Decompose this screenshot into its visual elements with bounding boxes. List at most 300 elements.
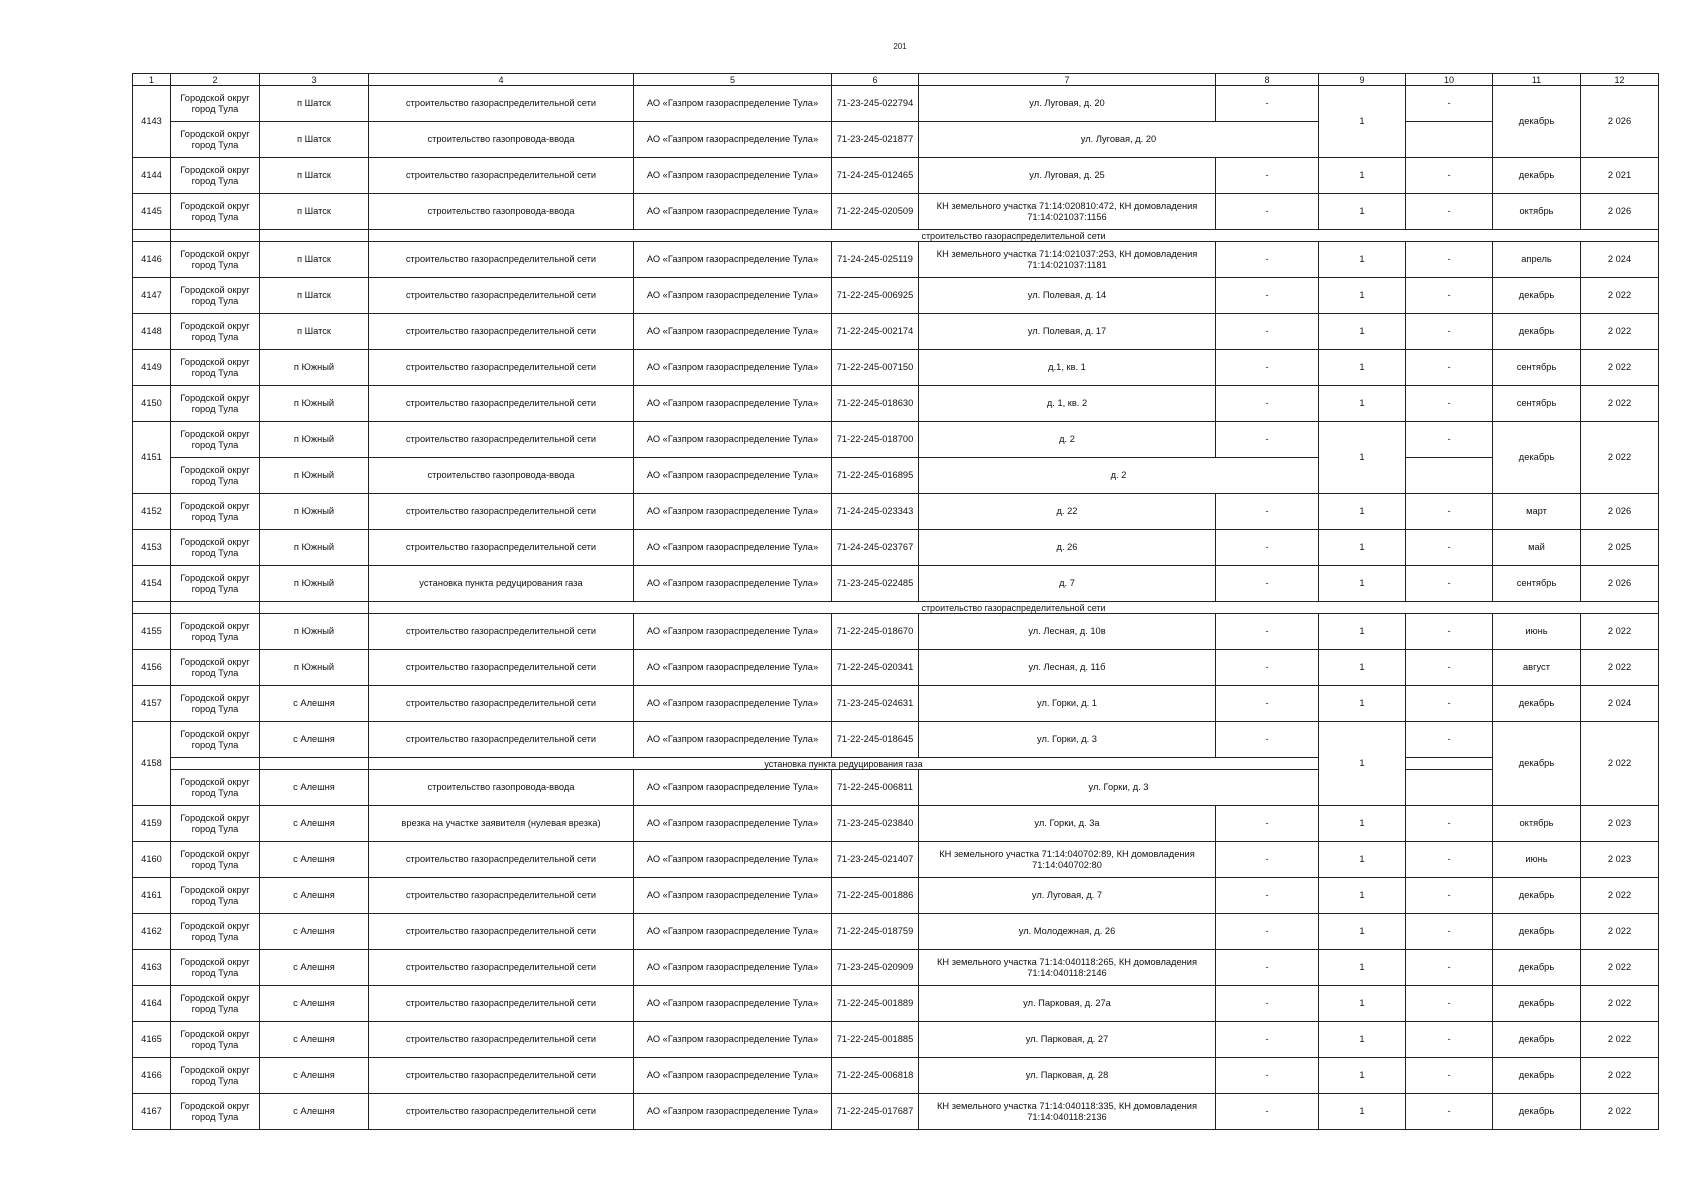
header-cell: 9 bbox=[1319, 74, 1406, 86]
address-cell: КН земельного участка 71:14:040118:265, КН домовладения 71:14:040118:2146 bbox=[919, 950, 1216, 986]
work-type-cell: строительство газораспределительной сети bbox=[369, 842, 634, 878]
company-cell: АО «Газпром газораспределение Тула» bbox=[634, 1094, 832, 1130]
col8-cell: - bbox=[1216, 650, 1319, 686]
work-type-cell: строительство газораспределительной сети bbox=[369, 722, 634, 758]
work-type-cell: строительство газораспределительной сети bbox=[369, 530, 634, 566]
header-cell: 6 bbox=[832, 74, 919, 86]
spill-cell bbox=[260, 230, 369, 242]
spill-over-row bbox=[133, 230, 1659, 242]
table-row bbox=[133, 1094, 1659, 1130]
row-number: 4145 bbox=[133, 194, 171, 230]
table-row bbox=[133, 722, 1659, 758]
month-cell: июнь bbox=[1493, 842, 1581, 878]
col10-cell: - bbox=[1406, 278, 1493, 314]
count-cell: 1 bbox=[1319, 422, 1406, 494]
work-type-cell: строительство газораспределительной сети bbox=[369, 1022, 634, 1058]
month-cell: сентябрь bbox=[1493, 350, 1581, 386]
locality-cell: с Алешня bbox=[260, 986, 369, 1022]
company-cell: АО «Газпром газораспределение Тула» bbox=[634, 278, 832, 314]
row-number: 4150 bbox=[133, 386, 171, 422]
col10-cell: - bbox=[1406, 1022, 1493, 1058]
month-cell: декабрь bbox=[1493, 278, 1581, 314]
count-cell: 1 bbox=[1319, 278, 1406, 314]
col10-cell: - bbox=[1406, 386, 1493, 422]
locality-cell: с Алешня bbox=[260, 770, 369, 806]
application-id-cell: 71-22-245-001889 bbox=[832, 986, 919, 1022]
address-cell: ул. Горки, д. 3а bbox=[919, 806, 1216, 842]
col8-cell: - bbox=[1216, 194, 1319, 230]
col10-cell: - bbox=[1406, 686, 1493, 722]
application-id-cell: 71-23-245-022794 bbox=[832, 86, 919, 122]
application-id-cell: 71-22-245-018645 bbox=[832, 722, 919, 758]
col8-cell: - bbox=[1216, 350, 1319, 386]
header-cell: 8 bbox=[1216, 74, 1319, 86]
table-row bbox=[133, 158, 1659, 194]
month-cell: декабрь bbox=[1493, 86, 1581, 158]
locality-cell: п Южный bbox=[260, 566, 369, 602]
row-number: 4163 bbox=[133, 950, 171, 986]
col8-cell: - bbox=[1216, 278, 1319, 314]
count-cell: 1 bbox=[1319, 1094, 1406, 1130]
col10-cell: - bbox=[1406, 194, 1493, 230]
count-cell: 1 bbox=[1319, 242, 1406, 278]
company-cell: АО «Газпром газораспределение Тула» bbox=[634, 878, 832, 914]
address-cell: д. 26 bbox=[919, 530, 1216, 566]
count-cell: 1 bbox=[1319, 986, 1406, 1022]
work-type-cell: строительство газораспределительной сети bbox=[369, 986, 634, 1022]
locality-cell: п Южный bbox=[260, 386, 369, 422]
company-cell: АО «Газпром газораспределение Тула» bbox=[634, 1058, 832, 1094]
work-type-cell: строительство газопровода-ввода bbox=[369, 458, 634, 494]
address-cell: ул. Горки, д. 1 bbox=[919, 686, 1216, 722]
district-cell: Городской округ город Тула bbox=[171, 878, 260, 914]
year-cell: 2 026 bbox=[1581, 86, 1659, 158]
month-cell: сентябрь bbox=[1493, 566, 1581, 602]
work-type-cell: строительство газораспределительной сети bbox=[369, 614, 634, 650]
month-cell: декабрь bbox=[1493, 878, 1581, 914]
row-number: 4158 bbox=[133, 722, 171, 806]
table-row bbox=[133, 1058, 1659, 1094]
company-cell: АО «Газпром газораспределение Тула» bbox=[634, 806, 832, 842]
district-cell: Городской округ город Тула bbox=[171, 614, 260, 650]
spill-over-text: установка пункта редуцирования газа bbox=[369, 758, 1319, 770]
header-cell: 3 bbox=[260, 74, 369, 86]
year-cell: 2 022 bbox=[1581, 914, 1659, 950]
company-cell: АО «Газпром газораспределение Тула» bbox=[634, 122, 832, 158]
col8-cell: - bbox=[1216, 494, 1319, 530]
col8-cell: - bbox=[1216, 986, 1319, 1022]
company-cell: АО «Газпром газораспределение Тула» bbox=[634, 566, 832, 602]
count-cell: 1 bbox=[1319, 950, 1406, 986]
locality-cell: с Алешня bbox=[260, 806, 369, 842]
row-number: 4164 bbox=[133, 986, 171, 1022]
month-cell: июнь bbox=[1493, 614, 1581, 650]
year-cell: 2 025 bbox=[1581, 530, 1659, 566]
col10-cell: - bbox=[1406, 158, 1493, 194]
spill-cell bbox=[171, 758, 260, 770]
district-cell: Городской округ город Тула bbox=[171, 458, 260, 494]
application-id-cell: 71-22-245-018759 bbox=[832, 914, 919, 950]
month-cell: декабрь bbox=[1493, 986, 1581, 1022]
count-cell: 1 bbox=[1319, 86, 1406, 158]
col10-cell bbox=[1406, 458, 1493, 494]
col10-cell: - bbox=[1406, 314, 1493, 350]
work-type-cell: строительство газопровода-ввода bbox=[369, 122, 634, 158]
work-type-cell: строительство газораспределительной сети bbox=[369, 494, 634, 530]
row-number: 4166 bbox=[133, 1058, 171, 1094]
count-cell: 1 bbox=[1319, 686, 1406, 722]
count-cell: 1 bbox=[1319, 386, 1406, 422]
work-type-cell: строительство газораспределительной сети bbox=[369, 686, 634, 722]
locality-cell: п Южный bbox=[260, 530, 369, 566]
table-row bbox=[133, 914, 1659, 950]
application-id-cell: 71-22-245-006925 bbox=[832, 278, 919, 314]
district-cell: Городской округ город Тула bbox=[171, 530, 260, 566]
table-row bbox=[133, 314, 1659, 350]
company-cell: АО «Газпром газораспределение Тула» bbox=[634, 314, 832, 350]
col8-cell: - bbox=[1216, 386, 1319, 422]
year-cell: 2 022 bbox=[1581, 386, 1659, 422]
district-cell: Городской округ город Тула bbox=[171, 566, 260, 602]
row-number: 4159 bbox=[133, 806, 171, 842]
table-row bbox=[133, 530, 1659, 566]
application-id-cell: 71-22-245-018630 bbox=[832, 386, 919, 422]
col10-cell: - bbox=[1406, 86, 1493, 122]
month-cell: декабрь bbox=[1493, 314, 1581, 350]
locality-cell: п Шатск bbox=[260, 86, 369, 122]
month-cell: декабрь bbox=[1493, 722, 1581, 806]
district-cell: Городской округ город Тула bbox=[171, 194, 260, 230]
locality-cell: с Алешня bbox=[260, 1022, 369, 1058]
district-cell: Городской округ город Тула bbox=[171, 158, 260, 194]
col8-cell: - bbox=[1216, 842, 1319, 878]
locality-cell: с Алешня bbox=[260, 1094, 369, 1130]
year-cell: 2 022 bbox=[1581, 986, 1659, 1022]
table-row bbox=[133, 614, 1659, 650]
district-cell: Городской округ город Тула bbox=[171, 1058, 260, 1094]
address-cell: ул. Лесная, д. 11б bbox=[919, 650, 1216, 686]
address-cell: ул. Парковая, д. 28 bbox=[919, 1058, 1216, 1094]
month-cell: декабрь bbox=[1493, 1022, 1581, 1058]
year-cell: 2 021 bbox=[1581, 158, 1659, 194]
month-cell: апрель bbox=[1493, 242, 1581, 278]
count-cell: 1 bbox=[1319, 650, 1406, 686]
col10-cell bbox=[1406, 122, 1493, 158]
col8-cell: - bbox=[1216, 242, 1319, 278]
row-number: 4152 bbox=[133, 494, 171, 530]
col10-cell bbox=[1406, 770, 1493, 806]
row-number: 4155 bbox=[133, 614, 171, 650]
spill-cell bbox=[171, 602, 260, 614]
col8-cell: - bbox=[1216, 1094, 1319, 1130]
count-cell: 1 bbox=[1319, 158, 1406, 194]
col10-cell: - bbox=[1406, 986, 1493, 1022]
col8-cell: - bbox=[1216, 950, 1319, 986]
col8-cell: - bbox=[1216, 566, 1319, 602]
count-cell: 1 bbox=[1319, 566, 1406, 602]
address-cell: ул. Луговая, д. 20 bbox=[919, 122, 1319, 158]
count-cell: 1 bbox=[1319, 1058, 1406, 1094]
work-type-cell: строительство газораспределительной сети bbox=[369, 86, 634, 122]
address-cell: КН земельного участка 71:14:020810:472, КН домовладения 71:14:021037:1156 bbox=[919, 194, 1216, 230]
company-cell: АО «Газпром газораспределение Тула» bbox=[634, 494, 832, 530]
address-cell: ул. Луговая, д. 7 bbox=[919, 878, 1216, 914]
locality-cell: п Южный bbox=[260, 458, 369, 494]
application-id-cell: 71-23-245-021877 bbox=[832, 122, 919, 158]
header-cell: 1 bbox=[133, 74, 171, 86]
col8-cell: - bbox=[1216, 722, 1319, 758]
row-number: 4144 bbox=[133, 158, 171, 194]
col10-cell: - bbox=[1406, 722, 1493, 758]
application-id-cell: 71-22-245-018670 bbox=[832, 614, 919, 650]
col8-cell: - bbox=[1216, 806, 1319, 842]
col10-cell: - bbox=[1406, 878, 1493, 914]
column-number-header-row bbox=[133, 74, 1659, 86]
table-row bbox=[133, 458, 1659, 494]
col8-cell: - bbox=[1216, 686, 1319, 722]
row-number: 4148 bbox=[133, 314, 171, 350]
company-cell: АО «Газпром газораспределение Тула» bbox=[634, 650, 832, 686]
col10-cell: - bbox=[1406, 1058, 1493, 1094]
col10-cell: - bbox=[1406, 950, 1493, 986]
col10-cell: - bbox=[1406, 914, 1493, 950]
locality-cell: п Южный bbox=[260, 614, 369, 650]
spill-cell bbox=[133, 602, 171, 614]
company-cell: АО «Газпром газораспределение Тула» bbox=[634, 158, 832, 194]
company-cell: АО «Газпром газораспределение Тула» bbox=[634, 1022, 832, 1058]
work-type-cell: врезка на участке заявителя (нулевая врезка) bbox=[369, 806, 634, 842]
month-cell: май bbox=[1493, 530, 1581, 566]
table-row bbox=[133, 1022, 1659, 1058]
month-cell: декабрь bbox=[1493, 950, 1581, 986]
address-cell: ул. Луговая, д. 20 bbox=[919, 86, 1216, 122]
month-cell: октябрь bbox=[1493, 194, 1581, 230]
district-cell: Городской округ город Тула bbox=[171, 770, 260, 806]
company-cell: АО «Газпром газораспределение Тула» bbox=[634, 614, 832, 650]
work-type-cell: строительство газораспределительной сети bbox=[369, 350, 634, 386]
year-cell: 2 022 bbox=[1581, 950, 1659, 986]
locality-cell: п Шатск bbox=[260, 242, 369, 278]
month-cell: август bbox=[1493, 650, 1581, 686]
address-cell: КН земельного участка 71:14:040118:335, КН домовладения 71:14:040118:2136 bbox=[919, 1094, 1216, 1130]
col10-cell: - bbox=[1406, 422, 1493, 458]
col8-cell: - bbox=[1216, 614, 1319, 650]
table-row bbox=[133, 878, 1659, 914]
header-cell: 2 bbox=[171, 74, 260, 86]
spill-over-text: строительство газораспределительной сети bbox=[369, 602, 1659, 614]
count-cell: 1 bbox=[1319, 350, 1406, 386]
table-row bbox=[133, 278, 1659, 314]
company-cell: АО «Газпром газораспределение Тула» bbox=[634, 422, 832, 458]
col10-cell: - bbox=[1406, 614, 1493, 650]
count-cell: 1 bbox=[1319, 806, 1406, 842]
table-row bbox=[133, 566, 1659, 602]
year-cell: 2 026 bbox=[1581, 566, 1659, 602]
address-cell: ул. Молодежная, д. 26 bbox=[919, 914, 1216, 950]
row-number: 4162 bbox=[133, 914, 171, 950]
application-id-cell: 71-24-245-023343 bbox=[832, 494, 919, 530]
district-cell: Городской округ город Тула bbox=[171, 842, 260, 878]
month-cell: октябрь bbox=[1493, 806, 1581, 842]
work-type-cell: строительство газораспределительной сети bbox=[369, 242, 634, 278]
spill-cell bbox=[171, 230, 260, 242]
address-cell: д. 2 bbox=[919, 458, 1319, 494]
col10-cell: - bbox=[1406, 650, 1493, 686]
col8-cell: - bbox=[1216, 86, 1319, 122]
table-row bbox=[133, 242, 1659, 278]
header-cell: 7 bbox=[919, 74, 1216, 86]
address-cell: ул. Луговая, д. 25 bbox=[919, 158, 1216, 194]
count-cell: 1 bbox=[1319, 314, 1406, 350]
row-number: 4157 bbox=[133, 686, 171, 722]
work-type-cell: установка пункта редуцирования газа bbox=[369, 566, 634, 602]
district-cell: Городской округ город Тула bbox=[171, 806, 260, 842]
spill-cell bbox=[260, 602, 369, 614]
locality-cell: с Алешня bbox=[260, 1058, 369, 1094]
district-cell: Городской округ город Тула bbox=[171, 1094, 260, 1130]
work-type-cell: строительство газораспределительной сети bbox=[369, 158, 634, 194]
year-cell: 2 022 bbox=[1581, 878, 1659, 914]
district-cell: Городской округ город Тула bbox=[171, 122, 260, 158]
company-cell: АО «Газпром газораспределение Тула» bbox=[634, 194, 832, 230]
table-row bbox=[133, 950, 1659, 986]
col10-cell: - bbox=[1406, 806, 1493, 842]
locality-cell: п Шатск bbox=[260, 158, 369, 194]
year-cell: 2 023 bbox=[1581, 842, 1659, 878]
company-cell: АО «Газпром газораспределение Тула» bbox=[634, 842, 832, 878]
locality-cell: п Шатск bbox=[260, 278, 369, 314]
page-number: 201 bbox=[893, 42, 907, 51]
count-cell: 1 bbox=[1319, 494, 1406, 530]
company-cell: АО «Газпром газораспределение Тула» bbox=[634, 86, 832, 122]
district-cell: Городской округ город Тула bbox=[171, 386, 260, 422]
company-cell: АО «Газпром газораспределение Тула» bbox=[634, 914, 832, 950]
locality-cell: с Алешня bbox=[260, 878, 369, 914]
application-id-cell: 71-22-245-017687 bbox=[832, 1094, 919, 1130]
locality-cell: п Южный bbox=[260, 422, 369, 458]
locality-cell: п Шатск bbox=[260, 314, 369, 350]
col8-cell: - bbox=[1216, 878, 1319, 914]
spill-cell bbox=[133, 230, 171, 242]
address-cell: д. 2 bbox=[919, 422, 1216, 458]
work-type-cell: строительство газопровода-ввода bbox=[369, 194, 634, 230]
year-cell: 2 022 bbox=[1581, 350, 1659, 386]
district-cell: Городской округ город Тула bbox=[171, 278, 260, 314]
district-cell: Городской округ город Тула bbox=[171, 686, 260, 722]
table-row bbox=[133, 122, 1659, 158]
address-cell: ул. Парковая, д. 27 bbox=[919, 1022, 1216, 1058]
application-id-cell: 71-22-245-001885 bbox=[832, 1022, 919, 1058]
table-row bbox=[133, 842, 1659, 878]
gas-connection-register-table bbox=[132, 73, 1659, 1130]
work-type-cell: строительство газораспределительной сети bbox=[369, 914, 634, 950]
application-id-cell: 71-23-245-023840 bbox=[832, 806, 919, 842]
col10-cell: - bbox=[1406, 566, 1493, 602]
month-cell: декабрь bbox=[1493, 158, 1581, 194]
col8-cell: - bbox=[1216, 1022, 1319, 1058]
locality-cell: п Шатск bbox=[260, 194, 369, 230]
row-number: 4147 bbox=[133, 278, 171, 314]
work-type-cell: строительство газораспределительной сети bbox=[369, 950, 634, 986]
year-cell: 2 022 bbox=[1581, 650, 1659, 686]
table-row bbox=[133, 806, 1659, 842]
table-row bbox=[133, 350, 1659, 386]
year-cell: 2 026 bbox=[1581, 494, 1659, 530]
application-id-cell: 71-24-245-012465 bbox=[832, 158, 919, 194]
address-cell: д. 7 bbox=[919, 566, 1216, 602]
col10-cell: - bbox=[1406, 494, 1493, 530]
table-row bbox=[133, 650, 1659, 686]
company-cell: АО «Газпром газораспределение Тула» bbox=[634, 686, 832, 722]
count-cell: 1 bbox=[1319, 194, 1406, 230]
year-cell: 2 022 bbox=[1581, 1058, 1659, 1094]
address-cell: ул. Полевая, д. 14 bbox=[919, 278, 1216, 314]
address-cell: КН земельного участка 71:14:040702:89, КН домовладения 71:14:040702:80 bbox=[919, 842, 1216, 878]
table-row bbox=[133, 194, 1659, 230]
work-type-cell: строительство газораспределительной сети bbox=[369, 650, 634, 686]
work-type-cell: строительство газораспределительной сети bbox=[369, 1094, 634, 1130]
col8-cell: - bbox=[1216, 158, 1319, 194]
year-cell: 2 022 bbox=[1581, 422, 1659, 494]
col8-cell: - bbox=[1216, 914, 1319, 950]
application-id-cell: 71-22-245-006811 bbox=[832, 770, 919, 806]
company-cell: АО «Газпром газораспределение Тула» bbox=[634, 770, 832, 806]
locality-cell: с Алешня bbox=[260, 950, 369, 986]
work-type-cell: строительство газораспределительной сети bbox=[369, 422, 634, 458]
col8-cell: - bbox=[1216, 314, 1319, 350]
month-cell: декабрь bbox=[1493, 1094, 1581, 1130]
table-row bbox=[133, 386, 1659, 422]
application-id-cell: 71-23-245-022485 bbox=[832, 566, 919, 602]
year-cell: 2 023 bbox=[1581, 806, 1659, 842]
address-cell: ул. Горки, д. 3 bbox=[919, 722, 1216, 758]
district-cell: Городской округ город Тула bbox=[171, 950, 260, 986]
year-cell: 2 022 bbox=[1581, 1022, 1659, 1058]
month-cell: сентябрь bbox=[1493, 386, 1581, 422]
row-number: 4153 bbox=[133, 530, 171, 566]
col8-cell: - bbox=[1216, 422, 1319, 458]
district-cell: Городской округ город Тула bbox=[171, 350, 260, 386]
district-cell: Городской округ город Тула bbox=[171, 422, 260, 458]
col10-cell: - bbox=[1406, 530, 1493, 566]
address-cell: КН земельного участка 71:14:021037:253, КН домовладения 71:14:021037:1181 bbox=[919, 242, 1216, 278]
table-row bbox=[133, 422, 1659, 458]
row-number: 4143 bbox=[133, 86, 171, 158]
address-cell: ул. Парковая, д. 27а bbox=[919, 986, 1216, 1022]
year-cell: 2 022 bbox=[1581, 614, 1659, 650]
application-id-cell: 71-23-245-024631 bbox=[832, 686, 919, 722]
address-cell: ул. Полевая, д. 17 bbox=[919, 314, 1216, 350]
company-cell: АО «Газпром газораспределение Тула» bbox=[634, 986, 832, 1022]
spill-cell bbox=[1406, 758, 1493, 770]
company-cell: АО «Газпром газораспределение Тула» bbox=[634, 242, 832, 278]
locality-cell: с Алешня bbox=[260, 686, 369, 722]
work-type-cell: строительство газораспределительной сети bbox=[369, 278, 634, 314]
count-cell: 1 bbox=[1319, 530, 1406, 566]
district-cell: Городской округ город Тула bbox=[171, 722, 260, 758]
address-cell: д. 22 bbox=[919, 494, 1216, 530]
month-cell: декабрь bbox=[1493, 914, 1581, 950]
header-cell: 4 bbox=[369, 74, 634, 86]
application-id-cell: 71-22-245-007150 bbox=[832, 350, 919, 386]
year-cell: 2 024 bbox=[1581, 242, 1659, 278]
row-number: 4161 bbox=[133, 878, 171, 914]
application-id-cell: 71-24-245-025119 bbox=[832, 242, 919, 278]
count-cell: 1 bbox=[1319, 914, 1406, 950]
district-cell: Городской округ город Тула bbox=[171, 242, 260, 278]
header-cell: 11 bbox=[1493, 74, 1581, 86]
year-cell: 2 026 bbox=[1581, 194, 1659, 230]
